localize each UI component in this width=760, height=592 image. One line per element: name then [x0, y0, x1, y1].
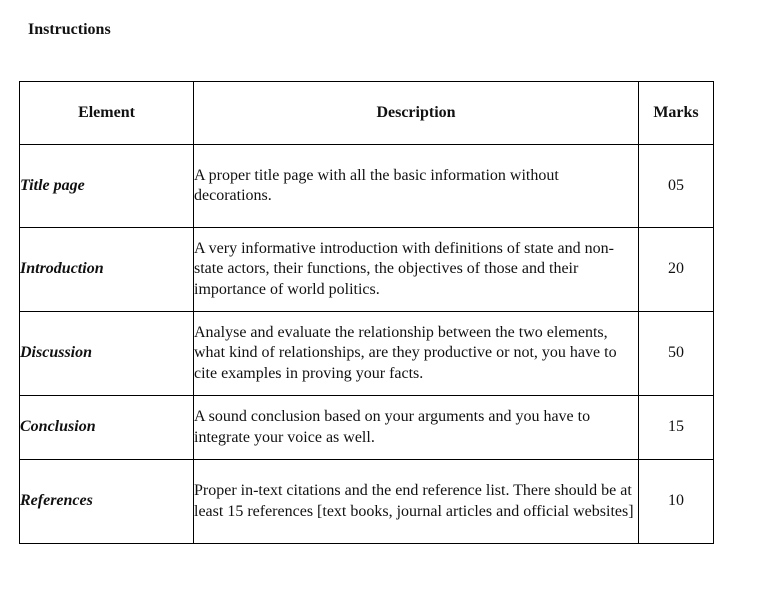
row-element: Discussion: [20, 312, 194, 396]
row-element: References: [20, 460, 194, 544]
table-header-row: [20, 82, 714, 145]
header-marks: Marks: [639, 82, 714, 145]
header-element: Element: [20, 82, 194, 145]
row-description: A proper title page with all the basic information without decorations.: [194, 145, 639, 228]
row-marks: 20: [639, 228, 714, 312]
page-heading: Instructions: [28, 21, 111, 38]
row-element: Title page: [20, 145, 194, 228]
row-description: A very informative introduction with definitions of state and non-state actors, their functions, the objectives of those and their importance of world politics.: [194, 228, 639, 312]
row-element: Conclusion: [20, 396, 194, 460]
row-description: Proper in-text citations and the end reference list. There should be at least 15 references [text books, journal articles and official websites]: [194, 460, 639, 544]
table-row: [20, 228, 714, 312]
row-description: A sound conclusion based on your arguments and you have to integrate your voice as well.: [194, 396, 639, 460]
row-marks: 10: [639, 460, 714, 544]
table-row: [20, 396, 714, 460]
marking-rubric-table: [19, 81, 714, 544]
row-element: Introduction: [20, 228, 194, 312]
row-marks: 50: [639, 312, 714, 396]
table-row: [20, 312, 714, 396]
row-marks: 15: [639, 396, 714, 460]
row-description: Analyse and evaluate the relationship between the two elements, what kind of relationships, are they productive or not, you have to cite examples in proving your facts.: [194, 312, 639, 396]
table-row: [20, 460, 714, 544]
header-description: Description: [194, 82, 639, 145]
row-marks: 05: [639, 145, 714, 228]
table-row: [20, 145, 714, 228]
